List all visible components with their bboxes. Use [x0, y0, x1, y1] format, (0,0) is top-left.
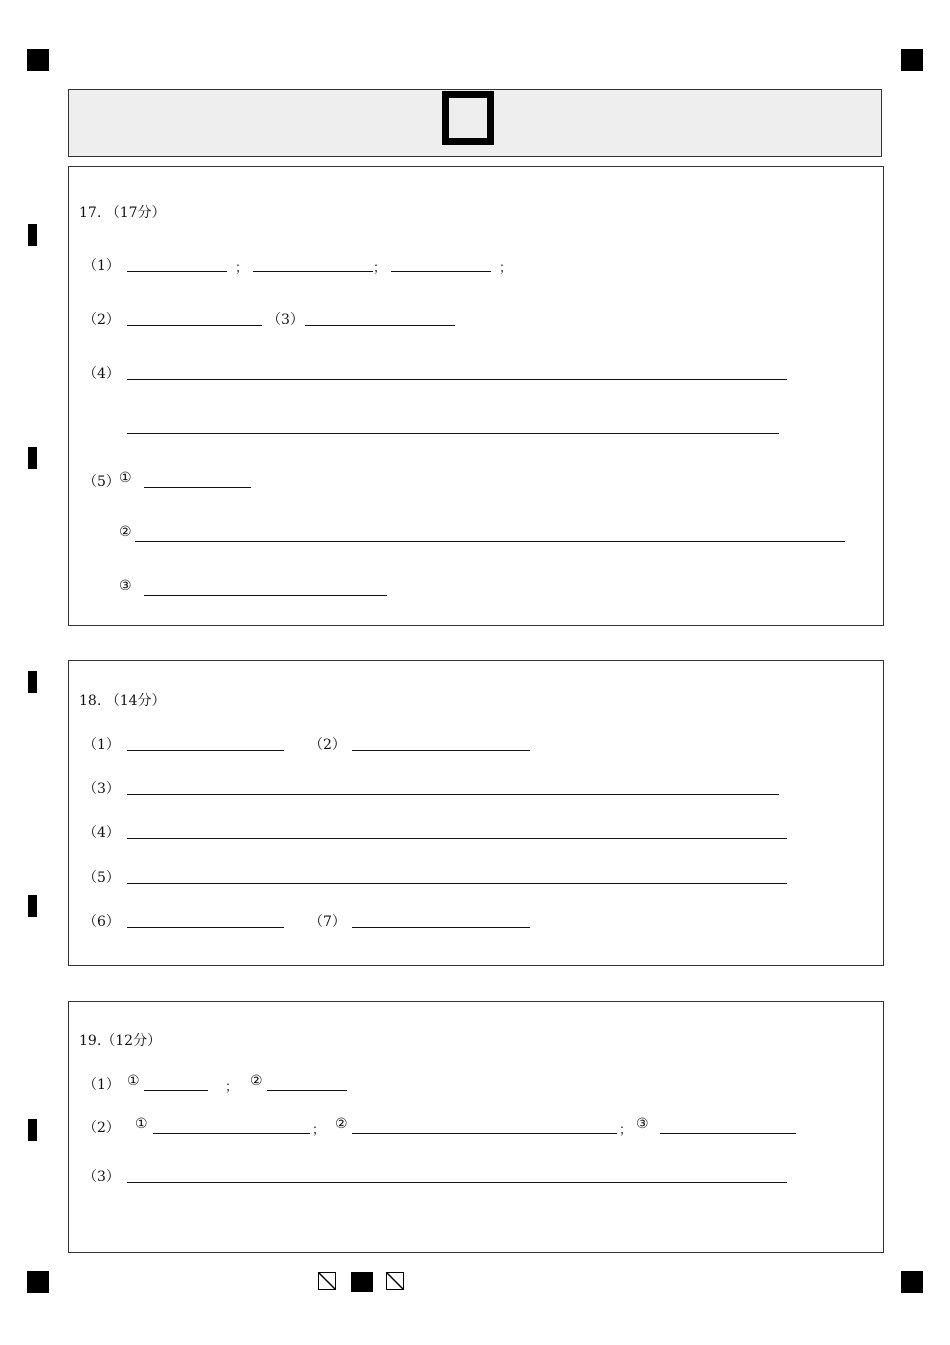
answer-line[interactable] — [127, 325, 262, 326]
part-label: （5） — [83, 870, 120, 886]
part-label: （2） — [83, 312, 120, 328]
registration-mark-top-left — [27, 49, 49, 71]
part-label: （1） — [83, 737, 120, 753]
part-label: （6） — [83, 914, 120, 930]
answer-line[interactable] — [352, 1133, 617, 1134]
answer-line[interactable] — [127, 271, 227, 272]
part-label: （4） — [83, 366, 120, 382]
separator: ； — [373, 261, 387, 276]
answer-line[interactable] — [660, 1133, 796, 1134]
section-title: 17. （17分） — [79, 205, 166, 221]
answer-section-q17 — [68, 166, 884, 626]
part-label: （3） — [267, 312, 304, 328]
answer-line[interactable] — [352, 750, 530, 751]
header-bar — [68, 89, 882, 157]
circled-number: ② — [119, 524, 132, 540]
separator: ； — [312, 1123, 326, 1138]
part-label: （3） — [83, 781, 120, 797]
answer-line[interactable] — [253, 271, 373, 272]
part-label: （7） — [309, 914, 346, 930]
separator: ； — [235, 261, 249, 276]
part-label: （4） — [83, 825, 120, 841]
answer-line[interactable] — [127, 794, 779, 795]
part-label: （1） — [83, 1077, 120, 1093]
part-label: （5） — [83, 474, 120, 490]
answer-line[interactable] — [267, 1090, 347, 1091]
page-code-box-slash — [318, 1272, 336, 1290]
timing-mark — [28, 224, 37, 246]
answer-line[interactable] — [135, 541, 845, 542]
circled-number: ③ — [119, 578, 132, 594]
section-title: 19.（12分） — [79, 1033, 162, 1049]
timing-mark — [28, 447, 37, 469]
separator: ； — [225, 1080, 239, 1095]
answer-line[interactable] — [127, 433, 779, 434]
circled-number: ② — [335, 1116, 348, 1132]
answer-line[interactable] — [144, 595, 387, 596]
page-code-box-solid — [351, 1272, 373, 1292]
answer-line[interactable] — [153, 1133, 310, 1134]
answer-line[interactable] — [127, 379, 787, 380]
separator: ； — [619, 1123, 633, 1138]
part-label: （3） — [83, 1169, 120, 1185]
answer-line[interactable] — [305, 325, 455, 326]
circled-number: ① — [127, 1073, 140, 1089]
answer-line[interactable] — [127, 838, 787, 839]
timing-mark — [28, 671, 37, 693]
circled-number: ② — [250, 1073, 263, 1089]
part-label: （2） — [309, 737, 346, 753]
timing-mark — [28, 895, 37, 917]
answer-line[interactable] — [144, 487, 251, 488]
header-square-mark — [442, 91, 494, 145]
answer-line[interactable] — [127, 1182, 787, 1183]
answer-section-q19 — [68, 1001, 884, 1253]
part-label: （2） — [83, 1120, 120, 1136]
answer-line[interactable] — [127, 883, 787, 884]
circled-number: ① — [119, 470, 132, 486]
timing-mark — [28, 1119, 37, 1141]
answer-section-q18 — [68, 660, 884, 966]
circled-number: ③ — [636, 1116, 649, 1132]
answer-line[interactable] — [352, 927, 530, 928]
section-title: 18. （14分） — [79, 693, 166, 709]
registration-mark-top-right — [901, 49, 923, 71]
page-code-box-slash — [386, 1272, 404, 1290]
answer-line[interactable] — [391, 271, 491, 272]
answer-line[interactable] — [144, 1090, 208, 1091]
registration-mark-bottom-right — [901, 1271, 923, 1293]
separator: ； — [499, 261, 513, 276]
circled-number: ① — [135, 1116, 148, 1132]
registration-mark-bottom-left — [27, 1271, 49, 1293]
answer-line[interactable] — [127, 750, 284, 751]
answer-line[interactable] — [127, 927, 284, 928]
part-label: （1） — [83, 258, 120, 274]
